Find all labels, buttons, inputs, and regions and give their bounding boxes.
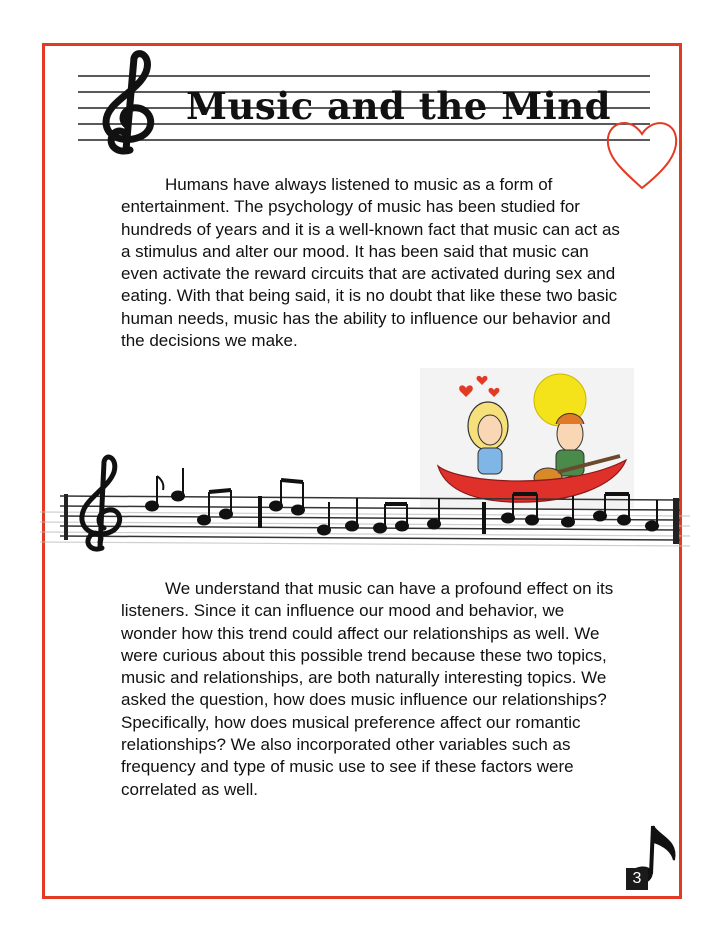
page-title: Music and the Mind [186, 84, 611, 128]
music-staff-with-notes [40, 450, 690, 560]
research-paragraph: We understand that music can have a profound effect on its listeners. Since it can influence our mood and behavior, we wonder how this trend could affect our relationships as well. We were curious about this possible trend because these two topics, music and relationships, are both naturally interesting topics. We asked the question, how does music influence our relationships? Specifically, how does musical preference affect our romantic relationships? We also incorporated other variables such as frequency and type of music use to see if these factors were correlated as well. [121, 579, 614, 799]
page-number: 3 [626, 868, 648, 890]
intro-paragraph: Humans have always listened to music as a form of entertainment. The psychology of music has been studied for hundreds of years and it is a well-known fact that music can act as a stimulus and alter our mood. It has been said that music can even activate the reward circuits that are activated during sex and eating. With that being said, it is no doubt that like these two basic human needs, music has the ability to influence our behavior and the decisions we make. [121, 175, 620, 351]
treble-clef-icon [106, 54, 151, 151]
